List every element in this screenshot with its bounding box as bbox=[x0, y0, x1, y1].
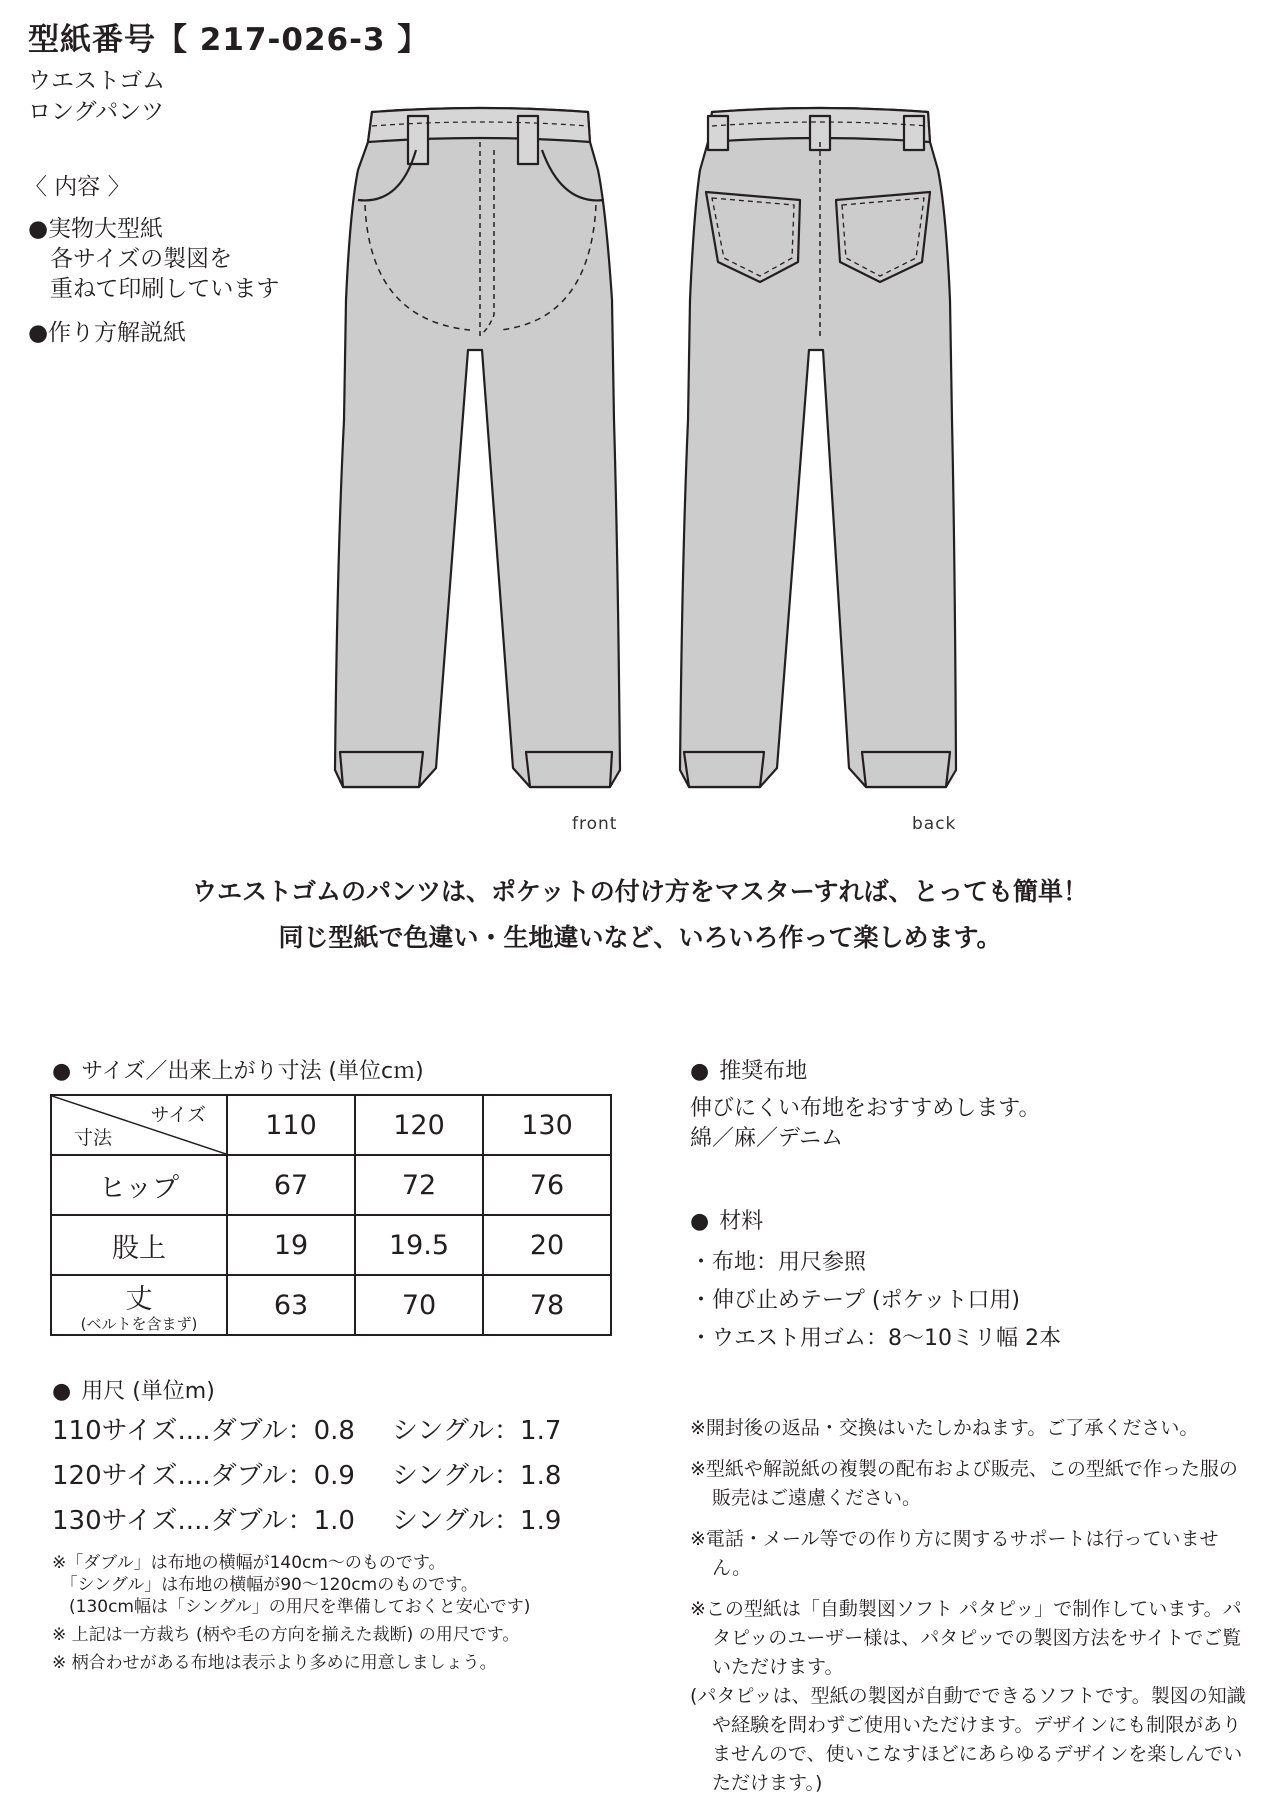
yardage-row: 120サイズ....ダブル：0.9 シングル：1.8 bbox=[52, 1461, 562, 1491]
yardage-note: ※「ダブル」は布地の横幅が140cm〜のものです。 bbox=[52, 1553, 446, 1573]
size-section-heading: ● サイズ／出来上がり寸法 (単位cｍ) bbox=[52, 1059, 424, 1084]
front-pants-drawing bbox=[335, 108, 620, 787]
table-row bbox=[51, 1215, 611, 1275]
table-cell: 20 bbox=[483, 1215, 611, 1275]
yardage-note: (130cm幅は「シングル」の用尺を準備しておくと安心です) bbox=[52, 1597, 531, 1617]
list-item: ・ウエスト用ゴム：8〜10ミリ幅 2本 bbox=[690, 1326, 1061, 1351]
yardage-row: 130サイズ....ダブル：1.0 シングル：1.9 bbox=[52, 1506, 562, 1536]
table-cell: 67 bbox=[227, 1155, 355, 1215]
corner-measure-label: 寸法 bbox=[74, 1127, 113, 1149]
bullet-icon: ● bbox=[690, 1209, 710, 1234]
row-label-hip: ヒップ bbox=[51, 1155, 227, 1215]
size-table-corner bbox=[51, 1095, 227, 1155]
row-label-rise: 股上 bbox=[51, 1215, 227, 1275]
table-cell: 19 bbox=[227, 1215, 355, 1275]
fabric-heading: ● 推奨布地 bbox=[690, 1059, 808, 1084]
page-title bbox=[28, 14, 429, 59]
yardage-note: 「シングル」は布地の横幅が90〜120cmのものです。 bbox=[52, 1575, 478, 1595]
list-item: ・伸び止めテープ (ポケット口用) bbox=[690, 1288, 1020, 1313]
pattern-number: 【 217-026-3 】 bbox=[156, 22, 430, 58]
table-cell: 63 bbox=[227, 1275, 355, 1335]
table-row bbox=[51, 1275, 611, 1335]
table-cell: 19.5 bbox=[355, 1215, 483, 1275]
front-label: front bbox=[572, 814, 618, 834]
title-prefix: 型紙番号 bbox=[28, 22, 156, 58]
contents-heading: 〈 内容 〉 bbox=[24, 174, 131, 200]
materials-heading: ● 材料 bbox=[690, 1209, 764, 1234]
promo-line-1: ウエストゴムのパンツは、ポケットの付け方をマスターすれば、とっても簡単！ bbox=[191, 877, 1088, 906]
disclaimer-item: (パタピッは、型紙の製図が自動でできるソフトです。製図の知識や経験を問わずご使用いただけます。デザインにも制限がありませんので、使いこなすほどにあらゆるデザインを楽しんでいただけます。) bbox=[690, 1685, 1246, 1794]
row-label-length-note: (ベルトを含まず) bbox=[80, 1315, 198, 1333]
table-row bbox=[51, 1155, 611, 1215]
list-item: ・布地：用尺参照 bbox=[690, 1250, 867, 1275]
materials-list bbox=[690, 1244, 1061, 1358]
size-header-130: 130 bbox=[483, 1095, 611, 1155]
yardage-heading: ● 用尺 (単位m) bbox=[52, 1379, 215, 1404]
disclaimer-item: ※型紙や解説紙の複製の配布および販売、この型紙で作った服の販売はご遠慮ください。 bbox=[690, 1458, 1238, 1509]
contents-bullet-1: ●実物大型紙 各サイズの製図を 重ねて印刷しています bbox=[28, 216, 280, 302]
yardage-note: ※ 上記は一方裁ち (柄や毛の方向を揃えた裁断) の用尺です。 bbox=[52, 1625, 520, 1645]
table-cell: 72 bbox=[355, 1155, 483, 1215]
table-cell: 76 bbox=[483, 1155, 611, 1215]
size-table-header-row bbox=[51, 1095, 611, 1155]
table-cell: 70 bbox=[355, 1275, 483, 1335]
fabric-text: 伸びにくい布地をおすすめします。 綿／麻／デニム bbox=[690, 1096, 1041, 1151]
back-label: back bbox=[912, 814, 957, 834]
size-table bbox=[50, 1094, 612, 1336]
disclaimers bbox=[690, 1414, 1255, 1798]
row-label-length: 丈 (ベルトを含まず) bbox=[51, 1275, 227, 1335]
bullet-icon: ● bbox=[28, 320, 49, 346]
promo-line-2: 同じ型紙で色違い・生地違いなど、いろいろ作って楽しめます。 bbox=[278, 923, 1002, 952]
disclaimer-item: ※この型紙は「自動製図ソフト パタピッ」で制作しています。パタピッのユーザー様は、パタピッでの製図方法をサイトでご覧いただけます。 bbox=[690, 1598, 1242, 1678]
table-cell: 78 bbox=[483, 1275, 611, 1335]
bullet-icon: ● bbox=[690, 1059, 710, 1084]
size-header-120: 120 bbox=[355, 1095, 483, 1155]
bullet-icon: ● bbox=[52, 1379, 72, 1404]
contents-bullet-2: ●作り方解説紙 bbox=[28, 320, 186, 346]
disclaimer-item: ※電話・メール等での作り方に関するサポートは行っていません。 bbox=[690, 1528, 1219, 1579]
corner-size-label: サイズ bbox=[150, 1104, 206, 1126]
size-header-110: 110 bbox=[227, 1095, 355, 1155]
bullet-icon: ● bbox=[28, 216, 49, 242]
back-pants-drawing bbox=[680, 108, 956, 787]
product-name-line2: ロングパンツ bbox=[28, 99, 165, 125]
yardage-notes bbox=[52, 1552, 530, 1674]
bullet-icon: ● bbox=[52, 1059, 72, 1084]
pants-illustration bbox=[0, 100, 1280, 820]
yardage-row: 110サイズ....ダブル：0.8 シングル：1.7 bbox=[52, 1416, 562, 1446]
product-name-line1: ウエストゴム bbox=[28, 68, 166, 94]
yardage-note: ※ 柄合わせがある布地は表示より多めに用意しましょう。 bbox=[52, 1653, 497, 1673]
disclaimer-item: ※開封後の返品・交換はいたしかねます。ご了承ください。 bbox=[690, 1417, 1199, 1439]
